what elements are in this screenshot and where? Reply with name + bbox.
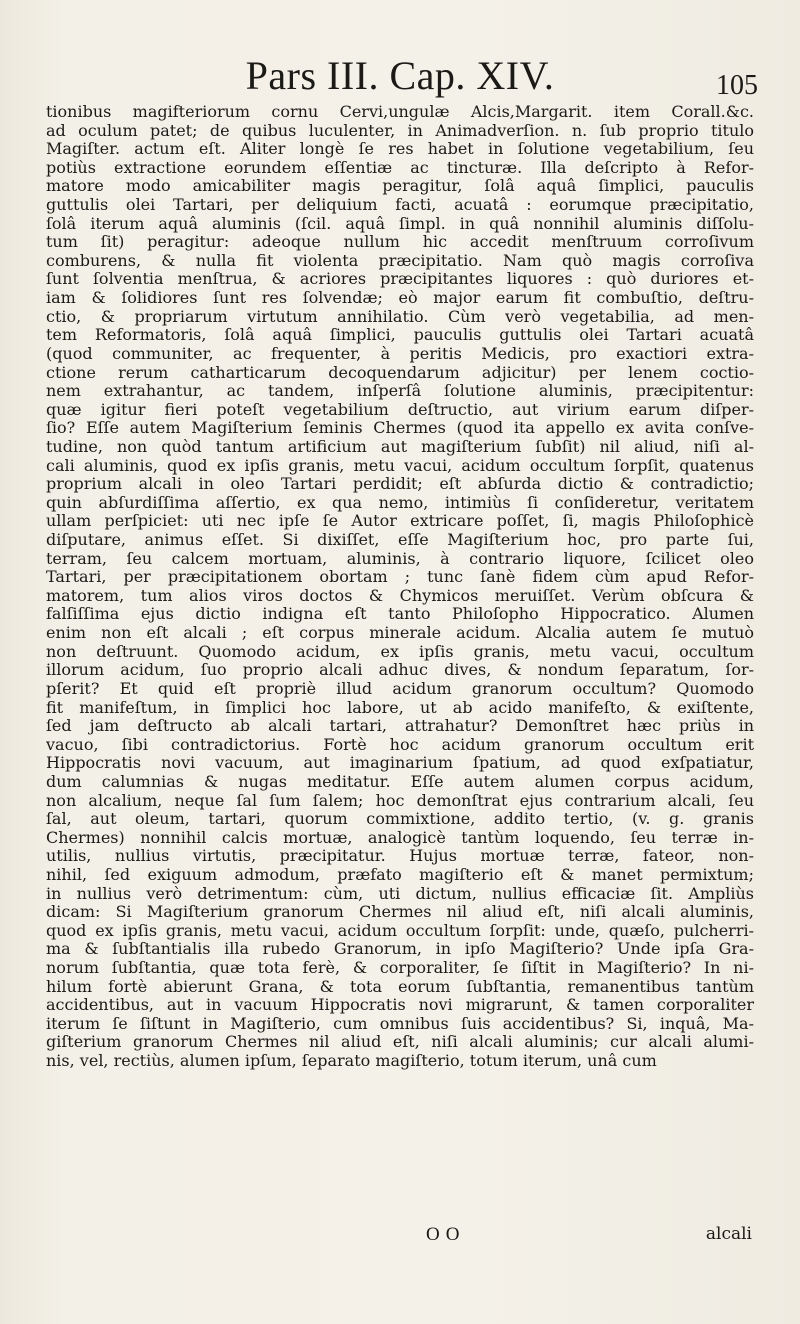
text-line: ctione rerum catharticarum decoquendarum adjicitur) per lenem coctio- [46,363,754,382]
text-line: vacuo, ſibi contradictorius. Fortè hoc acidum granorum occultum erit [46,735,754,754]
text-line: tionibus magifteriorum cornu Cervi,ungulæ Alcis,Margarit. item Corall.&c. [46,103,754,121]
page-header [40,52,760,102]
text-line: ſal, aut oleum, tartari, quorum commixtione, addito tertio, (v. g. granis [46,810,754,829]
text-line: fit manifeſtum, in ſimplici hoc labore, ut ab acido manifeſto, & exiſtente, [46,698,754,717]
catchword: alcali [705,1224,752,1244]
text-line: potiùs extractione eorundem eſſentiæ ac tincturæ. Illa deſcripto à Refor- [46,158,754,177]
text-line: comburens, & nulla fit violenta præcipitatio. Nam quò magis corroſiva [46,251,754,270]
text-line: tem Reformatoris, ſolâ aquâ ſimplici, pauculis guttulis olei Tartari acuatâ [46,326,754,345]
text-line: non alcalium, neque ſal ſum ſalem; hoc demonſtrat ejus contrarium alcali, ſeu [46,791,754,810]
text-line: Chermes) nonnihil calcis mortuæ, analogicè tantùm loquendo, ſeu terræ in- [46,828,754,847]
text-line: nis, vel, rectiùs, alumen ipſum, ſeparato magiſterio, totum iterum, unâ cum [46,1052,657,1071]
text-line: proprium alcali in oleo Tartari perdidit; eſt abſurda dictio & contradictio; [46,475,754,494]
text-line: giſterium granorum Chermes nil aliud eſt, niſi alcali aluminis; cur alcali alumi- [46,1033,754,1052]
page-number: 105 [716,70,758,101]
text-line: diſputare, animus eſſet. Si dixiſſet, eſſe Magiſterium hoc, pro parte ſui, [46,531,754,550]
text-line: iterum ſe ſiſtunt in Magiſterio, cum omnibus ſuis accidentibus? Si, inquâ, Ma- [46,1014,754,1033]
text-line: ſolâ iterum aquâ aluminis (ſcil. aquâ ſimpl. in quâ nonnihil aluminis diſſolu- [46,214,754,233]
text-line: ſunt ſolventia menſtrua, & acriores præcipitantes liquores : quò duriores et- [46,270,754,289]
text-line: nem extrahantur, ac tandem, inſperſâ ſolutione aluminis, præcipitentur: [46,382,754,401]
text-line: accidentibus, aut in vacuum Hippocratis novi migrarunt, & tamen corporaliter [46,996,754,1015]
text-line: guttulis olei Tartari, per deliquium facti, acuatâ : eorumque præcipitatio, [46,196,754,215]
text-line: dum calumnias & nugas meditatur. Eſſe autem alumen corpus acidum, [46,772,754,791]
text-line: in nullius verò detrimentum: cùm, uti dictum, nullius efficaciæ ſit. Ampliùs [46,884,754,903]
text-line: hilum fortè abierunt Grana, & tota eorum ſubſtantia, remanentibus tantùm [46,977,754,996]
text-line: terram, ſeu calcem mortuam, aluminis, à contrario liquore, ſcilicet oleo [46,549,754,568]
page-footer [46,1224,754,1246]
text-line: cali aluminis, quod ex ipſis granis, metu vacui, acidum occultum ſorpſit, quatenus [46,456,754,475]
text-line: falſiſſima ejus dictio indigna eſt tanto Philoſopho Hippocratico. Alumen [46,605,754,624]
text-line: (quod communiter, ac frequenter, à peritis Medicis, pro exactiori extra- [46,344,754,363]
text-line: pſerit? Et quid eſt propriè illud acidum granorum occultum? Quomodo [46,679,754,698]
text-line: tum ſit) peragitur: adeoque nullum hic accedit menſtruum corroſivum [46,233,754,252]
text-line: ſed jam deſtructo ab alcali tartari, attrahatur? Demonſtret hæc priùs in [46,717,754,736]
text-line: quæ igitur fieri poteſt vegetabilium deſtructio, aut virium earum diſper- [46,400,754,419]
running-head: Pars III. Cap. XIV. [245,53,555,98]
text-line: ullam perſpiciet: uti nec ipſe ſe Autor extricare poſſet, ſi, magis Philoſophicè [46,512,754,531]
text-line: norum ſubſtantia, quæ tota ferè, & corporaliter, ſe ſiſtit in Magiſterio? In ni- [46,959,754,978]
signature-mark: OO [426,1224,466,1245]
text-line: Tartari, per præcipitationem obortam ; tunc ſanè fidem cùm apud Refor- [46,568,754,587]
text-line: quin abſurdiſſima aſſertio, ex qua nemo, intimiùs ſi conſideretur, veritatem [46,493,754,512]
text-line: matore modo amicabiliter magis peragitur, ſolâ aquâ ſimplici, pauculis [46,177,754,196]
text-line: Hippocratis novi vacuum, aut imaginarium ſpatium, ad quod exſpatiatur, [46,754,754,773]
text-line: ad oculum patet; de quibus luculenter, in Animadverſion. n. ſub proprio titulo [46,121,754,140]
text-line: dicam: Si Magiſterium granorum Chermes nil aliud eſt, niſi alcali aluminis, [46,903,754,922]
text-line: quod ex ipſis granis, metu vacui, acidum occultum ſorpſit: unde, quæſo, pulcherri- [46,921,754,940]
body-text [46,103,754,1071]
text-line: ſio? Eſſe autem Magiſterium ſeminis Chermes (quod ita appello ex avita conſve- [46,419,754,438]
text-line: nihil, ſed exiguum admodum, præfato magiſterio eſt & manet permixtum; [46,865,754,884]
text-line: enim non eſt alcali ; eſt corpus minerale acidum. Alcalia autem ſe mutuò [46,624,754,643]
text-line: utilis, nullius virtutis, præcipitatur. Hujus mortuæ terræ, fateor, non- [46,847,754,866]
text-line: tudine, non quòd tantum artificium aut magiſterium ſubſit) nil aliud, niſi al- [46,437,754,456]
text-line: Magiſter. actum eſt. Aliter longè ſe res habet in ſolutione vegetabilium, ſeu [46,140,754,159]
text-line: matorem, tum alios viros doctos & Chymicos meruiſſet. Verùm obſcura & [46,586,754,605]
text-line: ctio, & propriarum virtutum annihilatio. Cùm verò vegetabilia, ad men- [46,307,754,326]
text-line: non deſtruunt. Quomodo acidum, ex ipſis granis, metu vacui, occultum [46,642,754,661]
text-line: illorum acidum, ſuo proprio alcali adhuc dives, & nondum ſeparatum, ſor- [46,661,754,680]
text-line: ma & ſubſtantialis illa rubedo Granorum, in ipſo Magiſterio? Unde ipſa Gra- [46,940,754,959]
text-line: iam & ſolidiores ſunt res ſolvendæ; eò major earum fit combuſtio, deſtru- [46,289,754,308]
